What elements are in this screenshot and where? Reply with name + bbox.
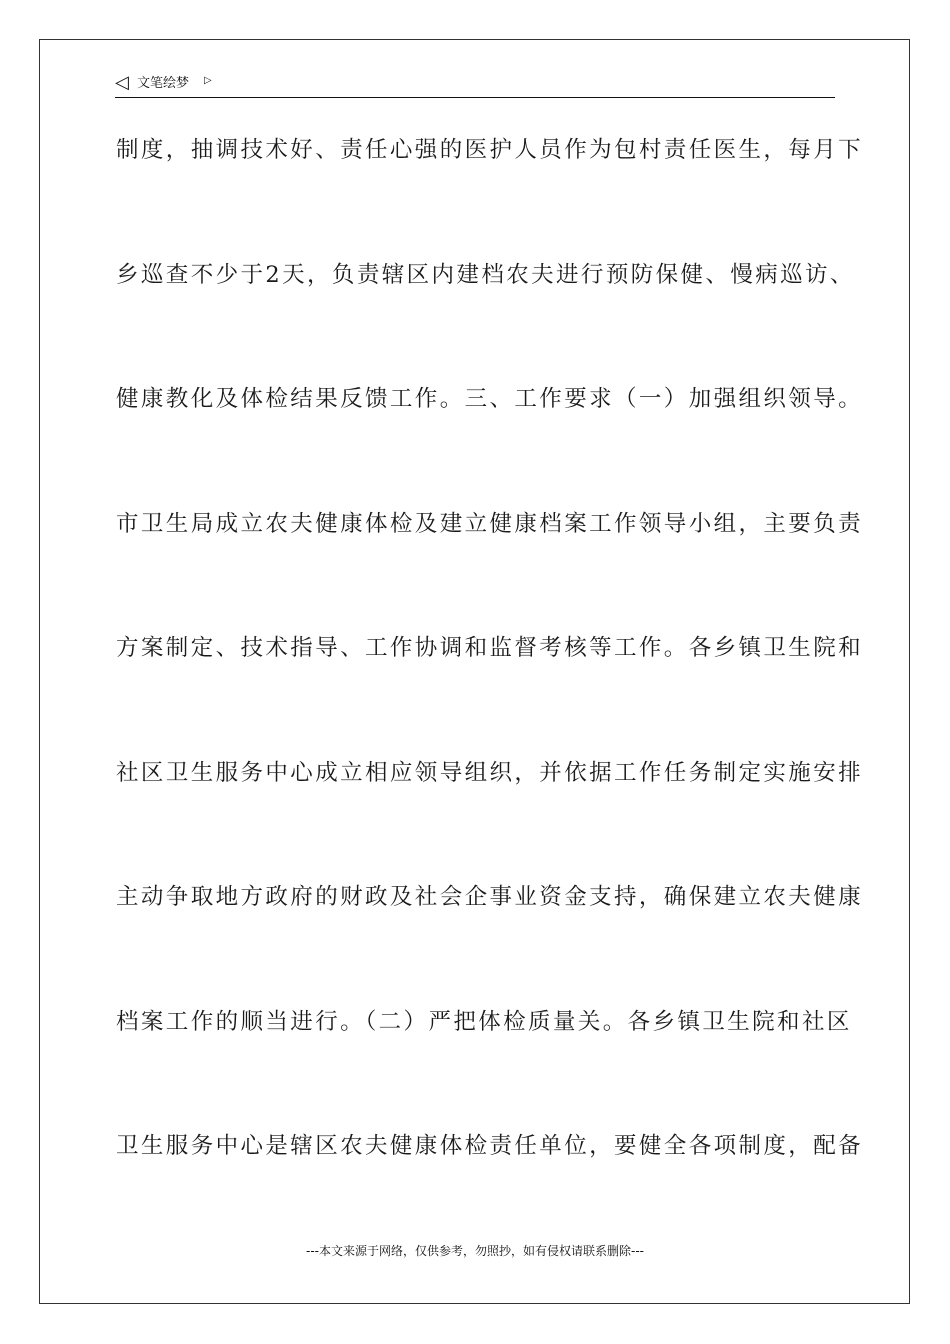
body-line: 市卫生局成立农夫健康体检及建立健康档案工作领导小组，主要负责 — [116, 510, 864, 537]
triangle-left-icon: ◁ — [115, 72, 129, 93]
body-line: 乡巡查不少于2天，负责辖区内建档农夫进行预防保健、慢病巡访、 — [116, 261, 855, 288]
body-line: 社区卫生服务中心成立相应领导组织，并依据工作任务制定实施安排 — [116, 759, 864, 786]
body-line: 制度，抽调技术好、责任心强的医护人员作为包村责任医生，每月下 — [116, 137, 864, 163]
page-footer: ---本文来源于网络，仅供参考，勿照抄，如有侵权请联系删除--- — [306, 1244, 644, 1258]
header-title: 文笔绘梦 — [137, 76, 190, 91]
body-line: 主动争取地方政府的财政及社会企事业资金支持，确保建立农夫健康 — [116, 884, 864, 910]
body-line: 健康教化及体检结果反馈工作。三、工作要求（一）加强组织领导。 — [116, 386, 864, 412]
page-header — [115, 72, 835, 98]
body-line: 卫生服务中心是辖区农夫健康体检责任单位，要健全各项制度，配备 — [116, 1133, 864, 1159]
document-body — [116, 127, 864, 1248]
body-line: 档案工作的顺当进行。（二）严把体检质量关。各乡镇卫生院和社区 — [116, 1008, 852, 1035]
body-line: 方案制定、技术指导、工作协调和监督考核等工作。各乡镇卫生院和 — [116, 635, 864, 661]
triangle-right-icon: ▷ — [204, 75, 212, 86]
